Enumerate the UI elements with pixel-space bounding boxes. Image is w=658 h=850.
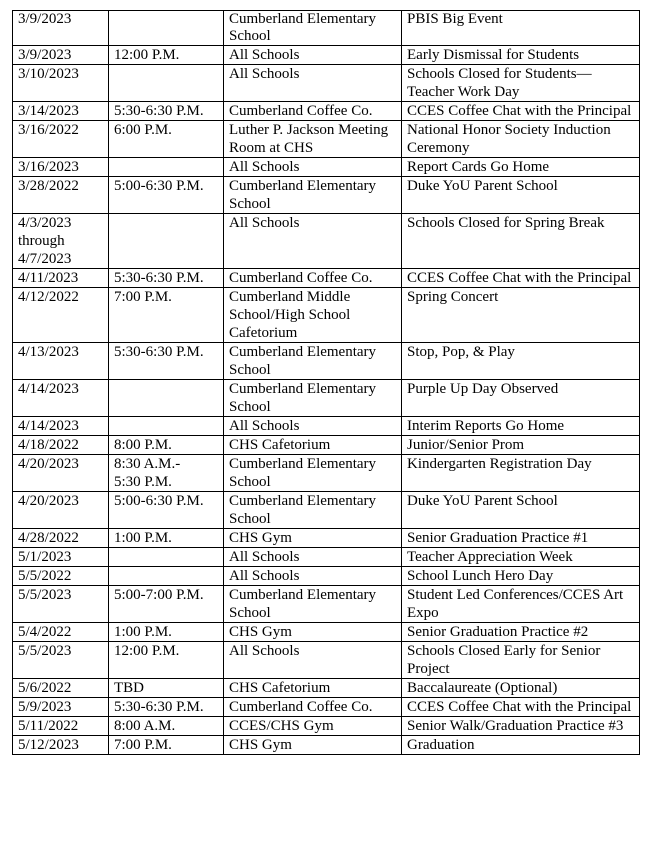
event-time: 8:30 A.M.- 5:30 P.M.	[109, 455, 224, 492]
event-date: 4/20/2023	[13, 492, 109, 529]
event-location: Cumberland Elementary School	[224, 177, 402, 214]
event-location: Luther P. Jackson Meeting Room at CHS	[224, 121, 402, 158]
table-row	[13, 288, 640, 343]
event-date: 3/16/2023	[13, 158, 109, 177]
event-name: PBIS Big Event	[402, 11, 640, 46]
event-date: 4/3/2023 through 4/7/2023	[13, 214, 109, 269]
event-location: All Schools	[224, 567, 402, 586]
event-time: 12:00 P.M.	[109, 642, 224, 679]
event-time: 12:00 P.M.	[109, 46, 224, 65]
event-name: Senior Graduation Practice #1	[402, 529, 640, 548]
event-location: CHS Gym	[224, 529, 402, 548]
event-time	[109, 65, 224, 102]
event-time: 8:00 P.M.	[109, 436, 224, 455]
event-date: 3/10/2023	[13, 65, 109, 102]
table-row	[13, 623, 640, 642]
table-row	[13, 214, 640, 269]
event-name: CCES Coffee Chat with the Principal	[402, 698, 640, 717]
event-location: All Schools	[224, 46, 402, 65]
event-time	[109, 214, 224, 269]
event-name: National Honor Society Induction Ceremony	[402, 121, 640, 158]
table-row	[13, 380, 640, 417]
event-time: 5:30-6:30 P.M.	[109, 269, 224, 288]
event-time	[109, 158, 224, 177]
event-date: 4/28/2022	[13, 529, 109, 548]
event-time: 1:00 P.M.	[109, 529, 224, 548]
event-location: All Schools	[224, 548, 402, 567]
table-row	[13, 158, 640, 177]
event-location: Cumberland Elementary School	[224, 455, 402, 492]
event-location: All Schools	[224, 642, 402, 679]
event-time: 1:00 P.M.	[109, 623, 224, 642]
event-location: All Schools	[224, 214, 402, 269]
event-name: CCES Coffee Chat with the Principal	[402, 102, 640, 121]
events-calendar-table	[12, 10, 640, 755]
event-name: Senior Walk/Graduation Practice #3	[402, 717, 640, 736]
event-location: CHS Gym	[224, 623, 402, 642]
event-date: 4/11/2023	[13, 269, 109, 288]
event-date: 5/9/2023	[13, 698, 109, 717]
event-date: 3/16/2022	[13, 121, 109, 158]
event-date: 3/9/2023	[13, 11, 109, 46]
table-row	[13, 65, 640, 102]
table-row	[13, 679, 640, 698]
event-date: 3/14/2023	[13, 102, 109, 121]
table-row	[13, 529, 640, 548]
table-row	[13, 46, 640, 65]
event-location: Cumberland Elementary School	[224, 380, 402, 417]
table-row	[13, 642, 640, 679]
event-time: 7:00 P.M.	[109, 736, 224, 755]
event-date: 5/6/2022	[13, 679, 109, 698]
event-date: 5/11/2022	[13, 717, 109, 736]
event-date: 4/14/2023	[13, 380, 109, 417]
event-time: TBD	[109, 679, 224, 698]
event-location: Cumberland Coffee Co.	[224, 698, 402, 717]
event-date: 5/12/2023	[13, 736, 109, 755]
event-location: Cumberland Elementary School	[224, 11, 402, 46]
events-table-body	[13, 11, 640, 755]
event-name: Schools Closed for Spring Break	[402, 214, 640, 269]
event-name: Senior Graduation Practice #2	[402, 623, 640, 642]
event-name: Schools Closed for Students—Teacher Work Day	[402, 65, 640, 102]
table-row	[13, 492, 640, 529]
event-date: 4/20/2023	[13, 455, 109, 492]
event-date: 4/14/2023	[13, 417, 109, 436]
event-date: 5/5/2022	[13, 567, 109, 586]
event-location: CHS Cafetorium	[224, 436, 402, 455]
event-name: Junior/Senior Prom	[402, 436, 640, 455]
table-row	[13, 102, 640, 121]
event-name: Stop, Pop, & Play	[402, 343, 640, 380]
event-name: Graduation	[402, 736, 640, 755]
event-time	[109, 11, 224, 46]
event-location: Cumberland Coffee Co.	[224, 102, 402, 121]
table-row	[13, 343, 640, 380]
event-date: 4/12/2022	[13, 288, 109, 343]
event-time: 5:30-6:30 P.M.	[109, 343, 224, 380]
table-row	[13, 269, 640, 288]
table-row	[13, 586, 640, 623]
table-row	[13, 121, 640, 158]
event-time: 6:00 P.M.	[109, 121, 224, 158]
event-name: Baccalaureate (Optional)	[402, 679, 640, 698]
table-row	[13, 698, 640, 717]
event-date: 5/4/2022	[13, 623, 109, 642]
event-name: Schools Closed Early for Senior Project	[402, 642, 640, 679]
event-name: Duke YoU Parent School	[402, 177, 640, 214]
event-date: 5/1/2023	[13, 548, 109, 567]
table-row	[13, 177, 640, 214]
event-name: Early Dismissal for Students	[402, 46, 640, 65]
event-time: 8:00 A.M.	[109, 717, 224, 736]
table-row	[13, 736, 640, 755]
event-time	[109, 417, 224, 436]
event-date: 3/9/2023	[13, 46, 109, 65]
event-name: Kindergarten Registration Day	[402, 455, 640, 492]
event-name: Student Led Conferences/CCES Art Expo	[402, 586, 640, 623]
event-date: 4/18/2022	[13, 436, 109, 455]
event-location: Cumberland Elementary School	[224, 586, 402, 623]
event-name: Duke YoU Parent School	[402, 492, 640, 529]
event-name: Spring Concert	[402, 288, 640, 343]
event-location: CHS Gym	[224, 736, 402, 755]
event-time: 5:00-6:30 P.M.	[109, 492, 224, 529]
event-location: All Schools	[224, 417, 402, 436]
event-time: 5:00-7:00 P.M.	[109, 586, 224, 623]
event-location: CCES/CHS Gym	[224, 717, 402, 736]
event-name: CCES Coffee Chat with the Principal	[402, 269, 640, 288]
event-name: Teacher Appreciation Week	[402, 548, 640, 567]
table-row	[13, 436, 640, 455]
event-time: 5:00-6:30 P.M.	[109, 177, 224, 214]
table-row	[13, 11, 640, 46]
event-location: Cumberland Elementary School	[224, 492, 402, 529]
event-name: Purple Up Day Observed	[402, 380, 640, 417]
event-name: Report Cards Go Home	[402, 158, 640, 177]
event-location: Cumberland Elementary School	[224, 343, 402, 380]
table-row	[13, 567, 640, 586]
table-row	[13, 455, 640, 492]
event-date: 4/13/2023	[13, 343, 109, 380]
event-location: Cumberland Coffee Co.	[224, 269, 402, 288]
event-time	[109, 567, 224, 586]
event-location: All Schools	[224, 65, 402, 102]
event-location: Cumberland Middle School/High School Cafetorium	[224, 288, 402, 343]
event-date: 3/28/2022	[13, 177, 109, 214]
event-time	[109, 548, 224, 567]
event-name: Interim Reports Go Home	[402, 417, 640, 436]
event-name: School Lunch Hero Day	[402, 567, 640, 586]
table-row	[13, 417, 640, 436]
event-location: All Schools	[224, 158, 402, 177]
event-location: CHS Cafetorium	[224, 679, 402, 698]
event-time	[109, 380, 224, 417]
table-row	[13, 548, 640, 567]
table-row	[13, 717, 640, 736]
event-time: 5:30-6:30 P.M.	[109, 698, 224, 717]
event-time: 5:30-6:30 P.M.	[109, 102, 224, 121]
event-date: 5/5/2023	[13, 586, 109, 623]
event-time: 7:00 P.M.	[109, 288, 224, 343]
event-date: 5/5/2023	[13, 642, 109, 679]
